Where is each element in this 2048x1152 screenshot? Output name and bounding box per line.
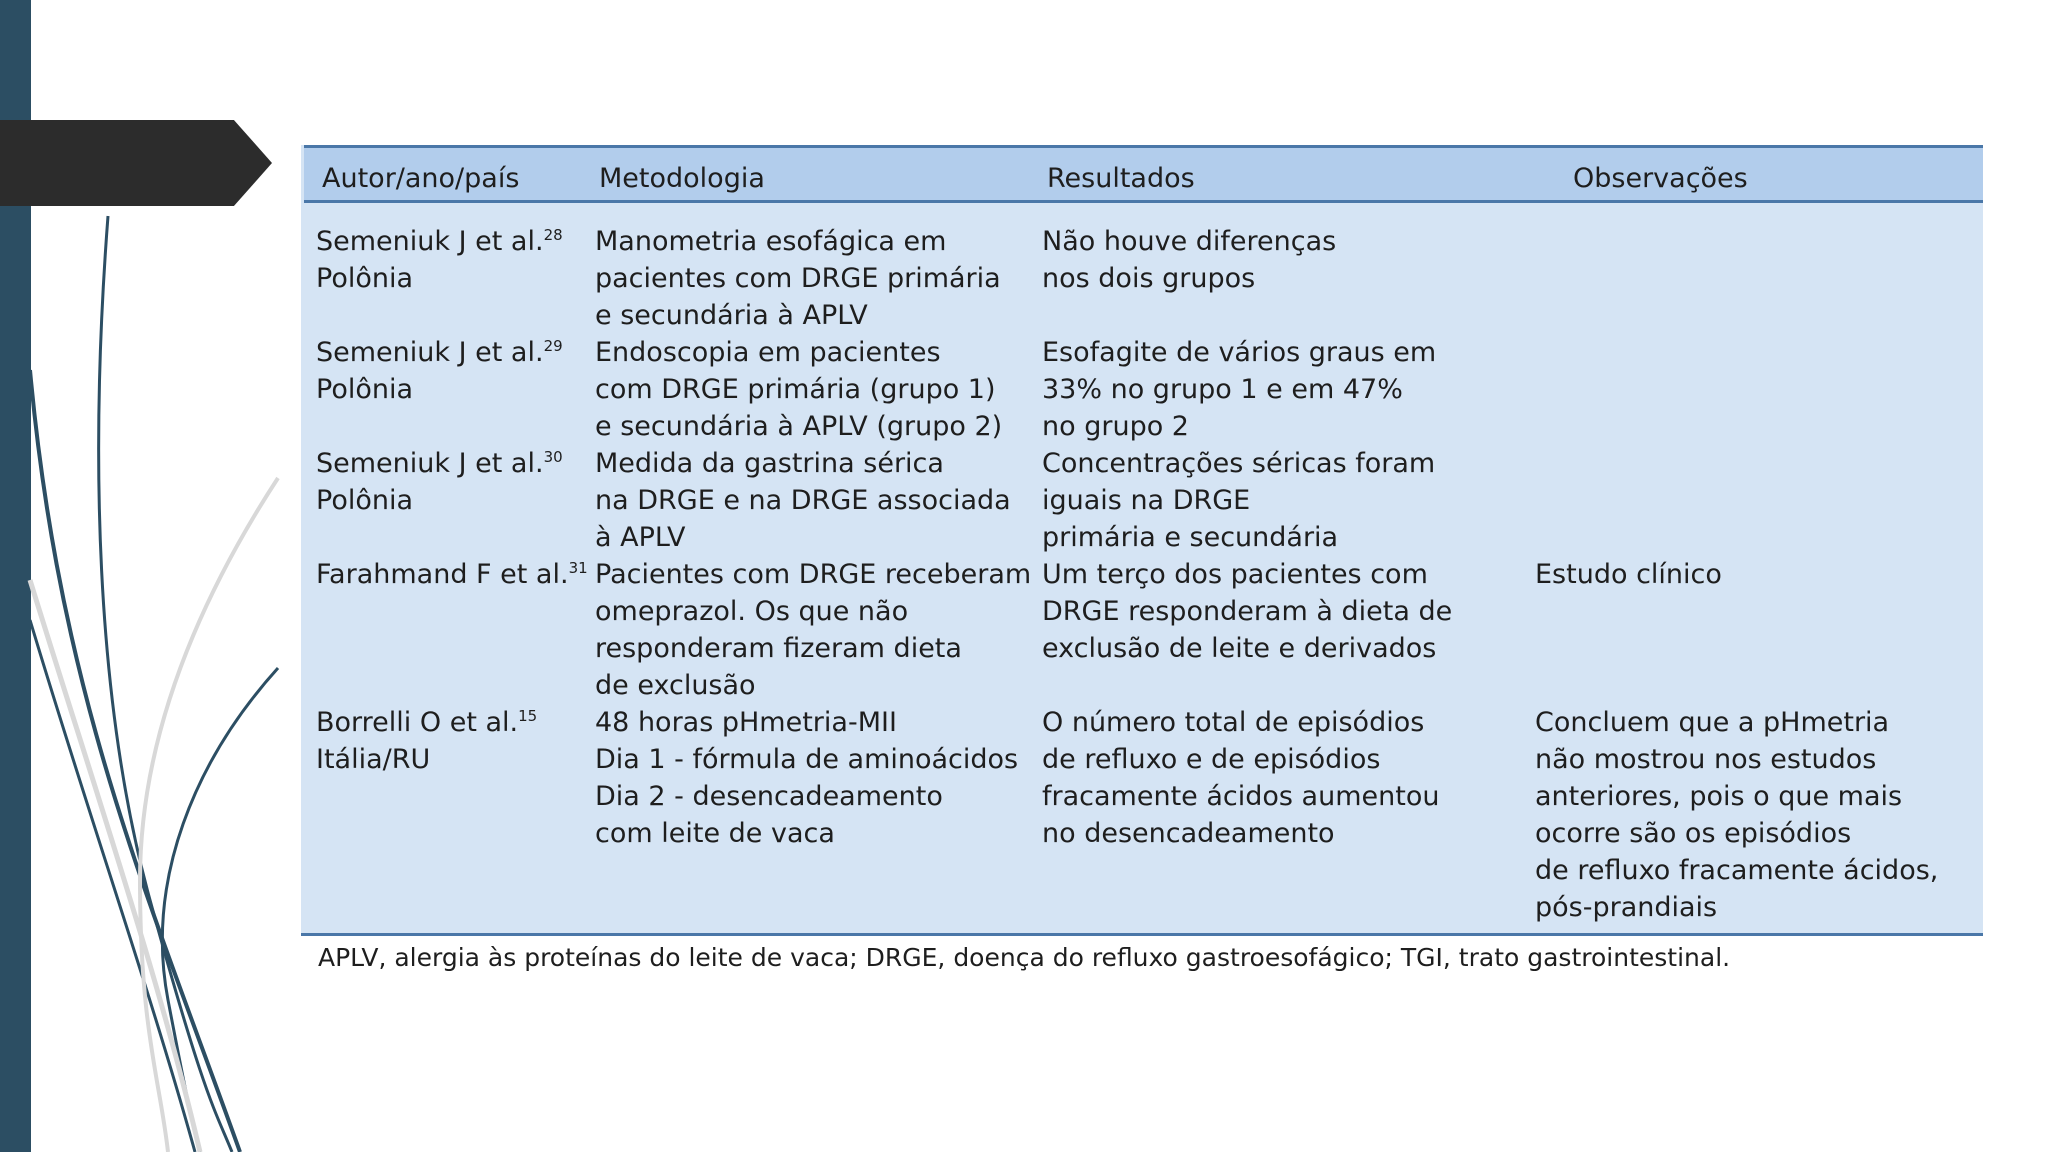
text-line: no desencadeamento (1042, 818, 1335, 849)
cell-observations (1535, 556, 1722, 593)
author-country: Polônia (316, 374, 414, 405)
text-line: com leite de vaca (595, 818, 835, 849)
cell-author (316, 556, 588, 593)
text-line: e secundária à APLV (grupo 2) (595, 411, 1003, 442)
cell-methodology (595, 704, 1018, 852)
cell-results (1042, 334, 1436, 445)
text-line: 48 horas pHmetria-MII (595, 707, 897, 738)
text-line: Dia 1 - fórmula de aminoácidos (595, 744, 1019, 775)
text-line: na DRGE e na DRGE associada (595, 485, 1011, 516)
text-line: à APLV (595, 522, 686, 553)
cell-results (1042, 223, 1336, 297)
text-line: Dia 2 - desencadeamento (595, 781, 943, 812)
studies-table (301, 145, 1983, 936)
header-author: Autor/ano/país (322, 163, 520, 194)
reference-number: 29 (543, 337, 563, 355)
text-line: Medida da gastrina sérica (595, 448, 944, 479)
text-line: pacientes com DRGE primária (595, 263, 1001, 294)
author-country: Itália/RU (316, 744, 431, 775)
text-line: pós-prandiais (1535, 892, 1718, 923)
cell-author (316, 223, 563, 297)
cell-methodology (595, 556, 1031, 704)
text-line: Um terço dos pacientes com (1042, 559, 1428, 590)
text-line: omeprazol. Os que não (595, 596, 909, 627)
text-line: de refluxo e de episódios (1042, 744, 1381, 775)
text-line: 33% no grupo 1 e em 47% (1042, 374, 1403, 405)
text-line: primária e secundária (1042, 522, 1339, 553)
reference-number: 15 (518, 707, 538, 725)
author-name: Semeniuk J et al. (316, 448, 544, 479)
author-name: Farahmand F et al. (316, 559, 569, 590)
cell-author (316, 334, 563, 408)
cell-methodology (595, 445, 1011, 556)
table-header (304, 145, 1983, 203)
cell-author (316, 445, 563, 519)
text-line: e secundária à APLV (595, 300, 868, 331)
cell-results (1042, 556, 1452, 667)
author-name: Semeniuk J et al. (316, 337, 544, 368)
text-line: Concluem que a pHmetria (1535, 707, 1890, 738)
header-methodology: Metodologia (599, 163, 765, 194)
cell-author (316, 704, 537, 778)
author-country: Polônia (316, 485, 414, 516)
author-name: Semeniuk J et al. (316, 226, 544, 257)
text-line: O número total de episódios (1042, 707, 1425, 738)
text-line: não mostrou nos estudos (1535, 744, 1877, 775)
text-line: Não houve diferenças (1042, 226, 1337, 257)
text-line: de refluxo fracamente ácidos, (1535, 855, 1939, 886)
text-line: fracamente ácidos aumentou (1042, 781, 1440, 812)
header-observations: Observações (1573, 163, 1748, 194)
text-line: DRGE responderam à dieta de (1042, 596, 1453, 627)
text-line: Estudo clínico (1535, 559, 1722, 590)
author-country: Polônia (316, 263, 414, 294)
cell-methodology (595, 334, 1002, 445)
reference-number: 31 (568, 559, 588, 577)
reference-number: 30 (543, 448, 563, 466)
text-line: Concentrações séricas foram (1042, 448, 1436, 479)
text-line: responderam fizeram dieta (595, 633, 962, 664)
cell-methodology (595, 223, 1001, 334)
text-line: no grupo 2 (1042, 411, 1189, 442)
table-footnote: APLV, alergia às proteínas do leite de vaca; DRGE, doença do refluxo gastroesofágico; TGI, trato gastrointestinal. (318, 943, 1731, 972)
text-line: nos dois grupos (1042, 263, 1256, 294)
cell-observations (1535, 704, 1938, 926)
text-line: iguais na DRGE (1042, 485, 1251, 516)
decorative-curves (0, 0, 290, 1152)
header-results: Resultados (1047, 163, 1195, 194)
reference-number: 28 (543, 226, 563, 244)
text-line: ocorre são os episódios (1535, 818, 1852, 849)
text-line: com DRGE primária (grupo 1) (595, 374, 996, 405)
text-line: exclusão de leite e derivados (1042, 633, 1437, 664)
author-name: Borrelli O et al. (316, 707, 519, 738)
text-line: Endoscopia em pacientes (595, 337, 941, 368)
text-line: Esofagite de vários graus em (1042, 337, 1437, 368)
text-line: Manometria esofágica em (595, 226, 947, 257)
text-line: Pacientes com DRGE receberam (595, 559, 1032, 590)
text-line: de exclusão (595, 670, 756, 701)
text-line: anteriores, pois o que mais (1535, 781, 1903, 812)
cell-results (1042, 704, 1439, 852)
cell-results (1042, 445, 1435, 556)
